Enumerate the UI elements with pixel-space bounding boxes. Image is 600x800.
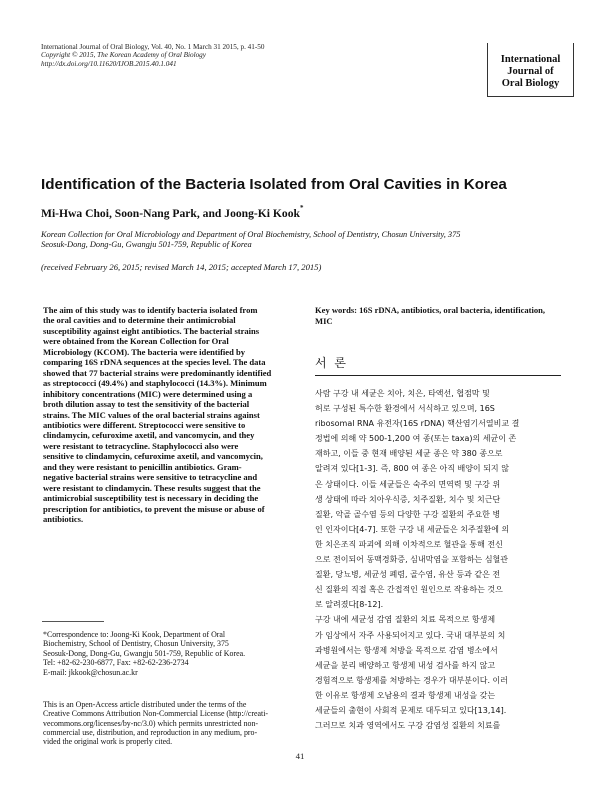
abstract-line: clindamycin, cefuroxime axetil, and vancomycin, and they bbox=[43, 430, 255, 441]
abstract-line: inhibitory concentrations (MIC) were determined using a bbox=[43, 388, 253, 399]
abstract-line: the oral cavities and to determine their antimicrobial bbox=[43, 315, 236, 326]
body-line: 세균을 분리 배양하고 항생제 내성 검사를 하지 않고 bbox=[315, 660, 496, 670]
correspondence-line: Seosuk-Dong, Dong-Gu, Gwangju 501-759, Republic of Korea. bbox=[43, 648, 246, 658]
body-line: 질환, 당뇨병, 세균성 폐렴, 골수염, 유산 등과 같은 전 bbox=[315, 570, 501, 580]
affiliation bbox=[41, 230, 561, 251]
body-line: 경험적으로 항생제를 처방하는 경우가 대부분이다. 이러 bbox=[315, 675, 508, 685]
body-line: 구강 내에 세균성 감염 질환의 치료 목적으로 항생제 bbox=[315, 615, 496, 625]
license-line: commercial use, distribution, and reproduction in any medium, pro- bbox=[43, 727, 258, 737]
abstract-line: and they were resistant to penicillin antibiotics. Gram- bbox=[43, 461, 242, 472]
journal-name-box bbox=[487, 43, 574, 97]
correspondence-line: Tel: +82-62-230-6877, Fax: +82-62-236-2734 bbox=[43, 658, 189, 668]
body-line: 가 임상에서 자주 사용되어지고 있다. 국내 대부분의 치 bbox=[315, 630, 506, 640]
body-line: 허로 구성된 특수한 환경에서 서식하고 있으며, 16S bbox=[315, 404, 495, 414]
author-list bbox=[41, 204, 471, 221]
doi-link[interactable]: http://dx.doi.org/10.11620/IJOB.2015.40.1.041 bbox=[41, 59, 177, 68]
body-line: 정법에 의해 약 500-1,200 여 종(또는 taxa)의 세균이 존 bbox=[315, 434, 517, 444]
license-line: Creative Commons Attribution Non-Commercial License (http://creati- bbox=[43, 709, 269, 719]
body-line: 사람 구강 내 세균은 치아, 치은, 타액선, 협점막 및 bbox=[315, 389, 490, 398]
keywords bbox=[315, 305, 560, 326]
body-line: 로 알려졌다[8-12]. bbox=[315, 600, 384, 610]
license-line: vecommons.org/licenses/by-nc/3.0) which permits unrestricted non- bbox=[43, 718, 259, 728]
abstract-line: negative bacterial strains were sensitive to tetracycline and bbox=[43, 472, 258, 483]
corresponding-author-mark: * bbox=[299, 204, 304, 212]
abstract-line: antibiotics. bbox=[43, 514, 84, 525]
abstract-line: were obtained from the Korean Collection for Oral bbox=[43, 336, 229, 347]
abstract-line: susceptibility against eight antibiotics. The bacterial strains bbox=[43, 325, 260, 336]
body-line: 신 질환의 직접 혹은 간접적인 원인으로 작용하는 것으 bbox=[315, 585, 503, 595]
abstract-line: prescription for antibiotics, to prevent the misuse or abuse of bbox=[43, 503, 265, 514]
abstract-line: broth dilution assay to test the sensitivity of the bacterial bbox=[43, 399, 250, 410]
abstract-line: antibiotics were different. Streptococci were sensitive to bbox=[43, 419, 246, 430]
author-names: Mi-Hwa Choi, Soon-Nang Park, and Joong-Ki Kook bbox=[41, 207, 300, 220]
citation-block bbox=[41, 43, 371, 68]
abstract-line: sensitive to clindamycin, cefuroxime axetil, and vancomycin, bbox=[43, 451, 263, 462]
abstract bbox=[43, 305, 290, 525]
body-line: 알려져 있다[1-3]. 즉, 800 여 종은 아직 배양이 되지 않 bbox=[315, 464, 509, 474]
license-line: This is an Open-Access article distributed under the terms of the bbox=[43, 700, 247, 709]
keywords-line: Key words: 16S rDNA, antibiotics, oral bacteria, identification, bbox=[315, 305, 546, 315]
copyright-line: Copyright © 2015, The Korean Academy of Oral Biology bbox=[41, 51, 206, 60]
section-divider bbox=[315, 375, 561, 376]
body-line: ribosomal RNA 유전자(16S rDNA) 핵산염기서열비교 결 bbox=[315, 419, 520, 429]
body-line: 재하고, 이들 중 현재 배양된 세균 종은 약 380 종으로 bbox=[315, 449, 503, 459]
journal-name-line: Journal of bbox=[507, 66, 554, 77]
abstract-line: comparing 16S rDNA sequences at the species level. The data bbox=[43, 357, 266, 368]
footnote-divider bbox=[42, 621, 104, 622]
correspondence-line: Biochemistry, School of Dentistry, Chosun University, 375 bbox=[43, 639, 229, 649]
body-line: 으로 전이되어 동맥경화증, 심내막염을 포함하는 심혈관 bbox=[315, 555, 508, 565]
correspondence-line: *Correspondence to: Joong-Ki Kook, Department of Oral bbox=[43, 630, 226, 639]
body-line: 한 치은조직 파괴에 의해 이차적으로 혈관을 통해 전신 bbox=[315, 539, 503, 549]
abstract-line: strains. The MIC values of the oral bacterial strains against bbox=[43, 409, 260, 420]
abstract-line: Microbiology (KCOM). The bacteria were identified by bbox=[43, 346, 246, 357]
body-line: 인 인자이다[4-7]. 또한 구강 내 세균들은 치주질환에 의 bbox=[315, 524, 510, 534]
journal-name-line: Oral Biology bbox=[501, 78, 560, 89]
introduction-body bbox=[315, 386, 560, 733]
body-line: 질환, 악골 골수염 등의 다양한 구강 질환의 주요한 병 bbox=[315, 509, 501, 519]
body-line: 과병원에서는 항생제 처방을 목적으로 감염 병소에서 bbox=[315, 645, 498, 655]
affiliation-line: Seosuk-Dong, Dong-Gu, Gwangju 501-759, Republic of Korea bbox=[41, 240, 252, 250]
license-note bbox=[43, 700, 290, 746]
abstract-line: showed that 77 bacterial strains were predominantly identified bbox=[43, 367, 272, 378]
correspondence-note bbox=[43, 630, 290, 677]
abstract-line: The aim of this study was to identify bacteria isolated from bbox=[43, 305, 258, 315]
body-line: 은 상태이다. 이들 세균들은 숙주의 면역력 및 구강 위 bbox=[315, 479, 501, 489]
keywords-line: MIC bbox=[315, 315, 333, 326]
page-number: 41 bbox=[295, 751, 305, 761]
affiliation-line: Korean Collection for Oral Microbiology and Department of Oral Biochemistry, School of Dentistry, Chosun University, 375 bbox=[41, 230, 461, 239]
abstract-line: as streptococci (49.4%) and staphylococci (14.3%). Minimum bbox=[43, 378, 267, 389]
received-dates: (received February 26, 2015; revised March 14, 2015; accepted March 17, 2015) bbox=[41, 262, 322, 272]
body-line: 세균들의 출현이 사회적 문제로 대두되고 있다[13,14]. bbox=[315, 705, 507, 715]
license-line: vided the original work is properly cited. bbox=[43, 737, 173, 747]
correspondence-email[interactable]: E-mail: jkkook@chosun.ac.kr bbox=[43, 667, 138, 677]
abstract-line: antimicrobial susceptibility test is necessary in deciding the bbox=[43, 493, 259, 504]
abstract-line: were resistant to tetracycline. Staphylococci also were bbox=[43, 440, 239, 451]
body-line: 생 상태에 따라 치아우식증, 치주질환, 치수 및 치근단 bbox=[315, 494, 501, 504]
body-line: 그러므로 치과 영역에서도 구강 감염성 질환의 치료를 bbox=[315, 721, 501, 731]
body-line: 한 이유로 항생제 오남용의 결과 항생제 내성을 갖는 bbox=[315, 690, 496, 700]
journal-name-line: International bbox=[500, 54, 561, 65]
article-title: Identification of the Bacteria Isolated from Oral Cavities in Korea bbox=[41, 176, 507, 193]
journal-citation: International Journal of Oral Biology, Vol. 40, No. 1 March 31 2015, p. 41-50 bbox=[41, 43, 265, 51]
abstract-line: were resistant to clindamycin. These results suggest that the bbox=[43, 482, 261, 493]
introduction-heading: 서 론 bbox=[315, 356, 348, 370]
